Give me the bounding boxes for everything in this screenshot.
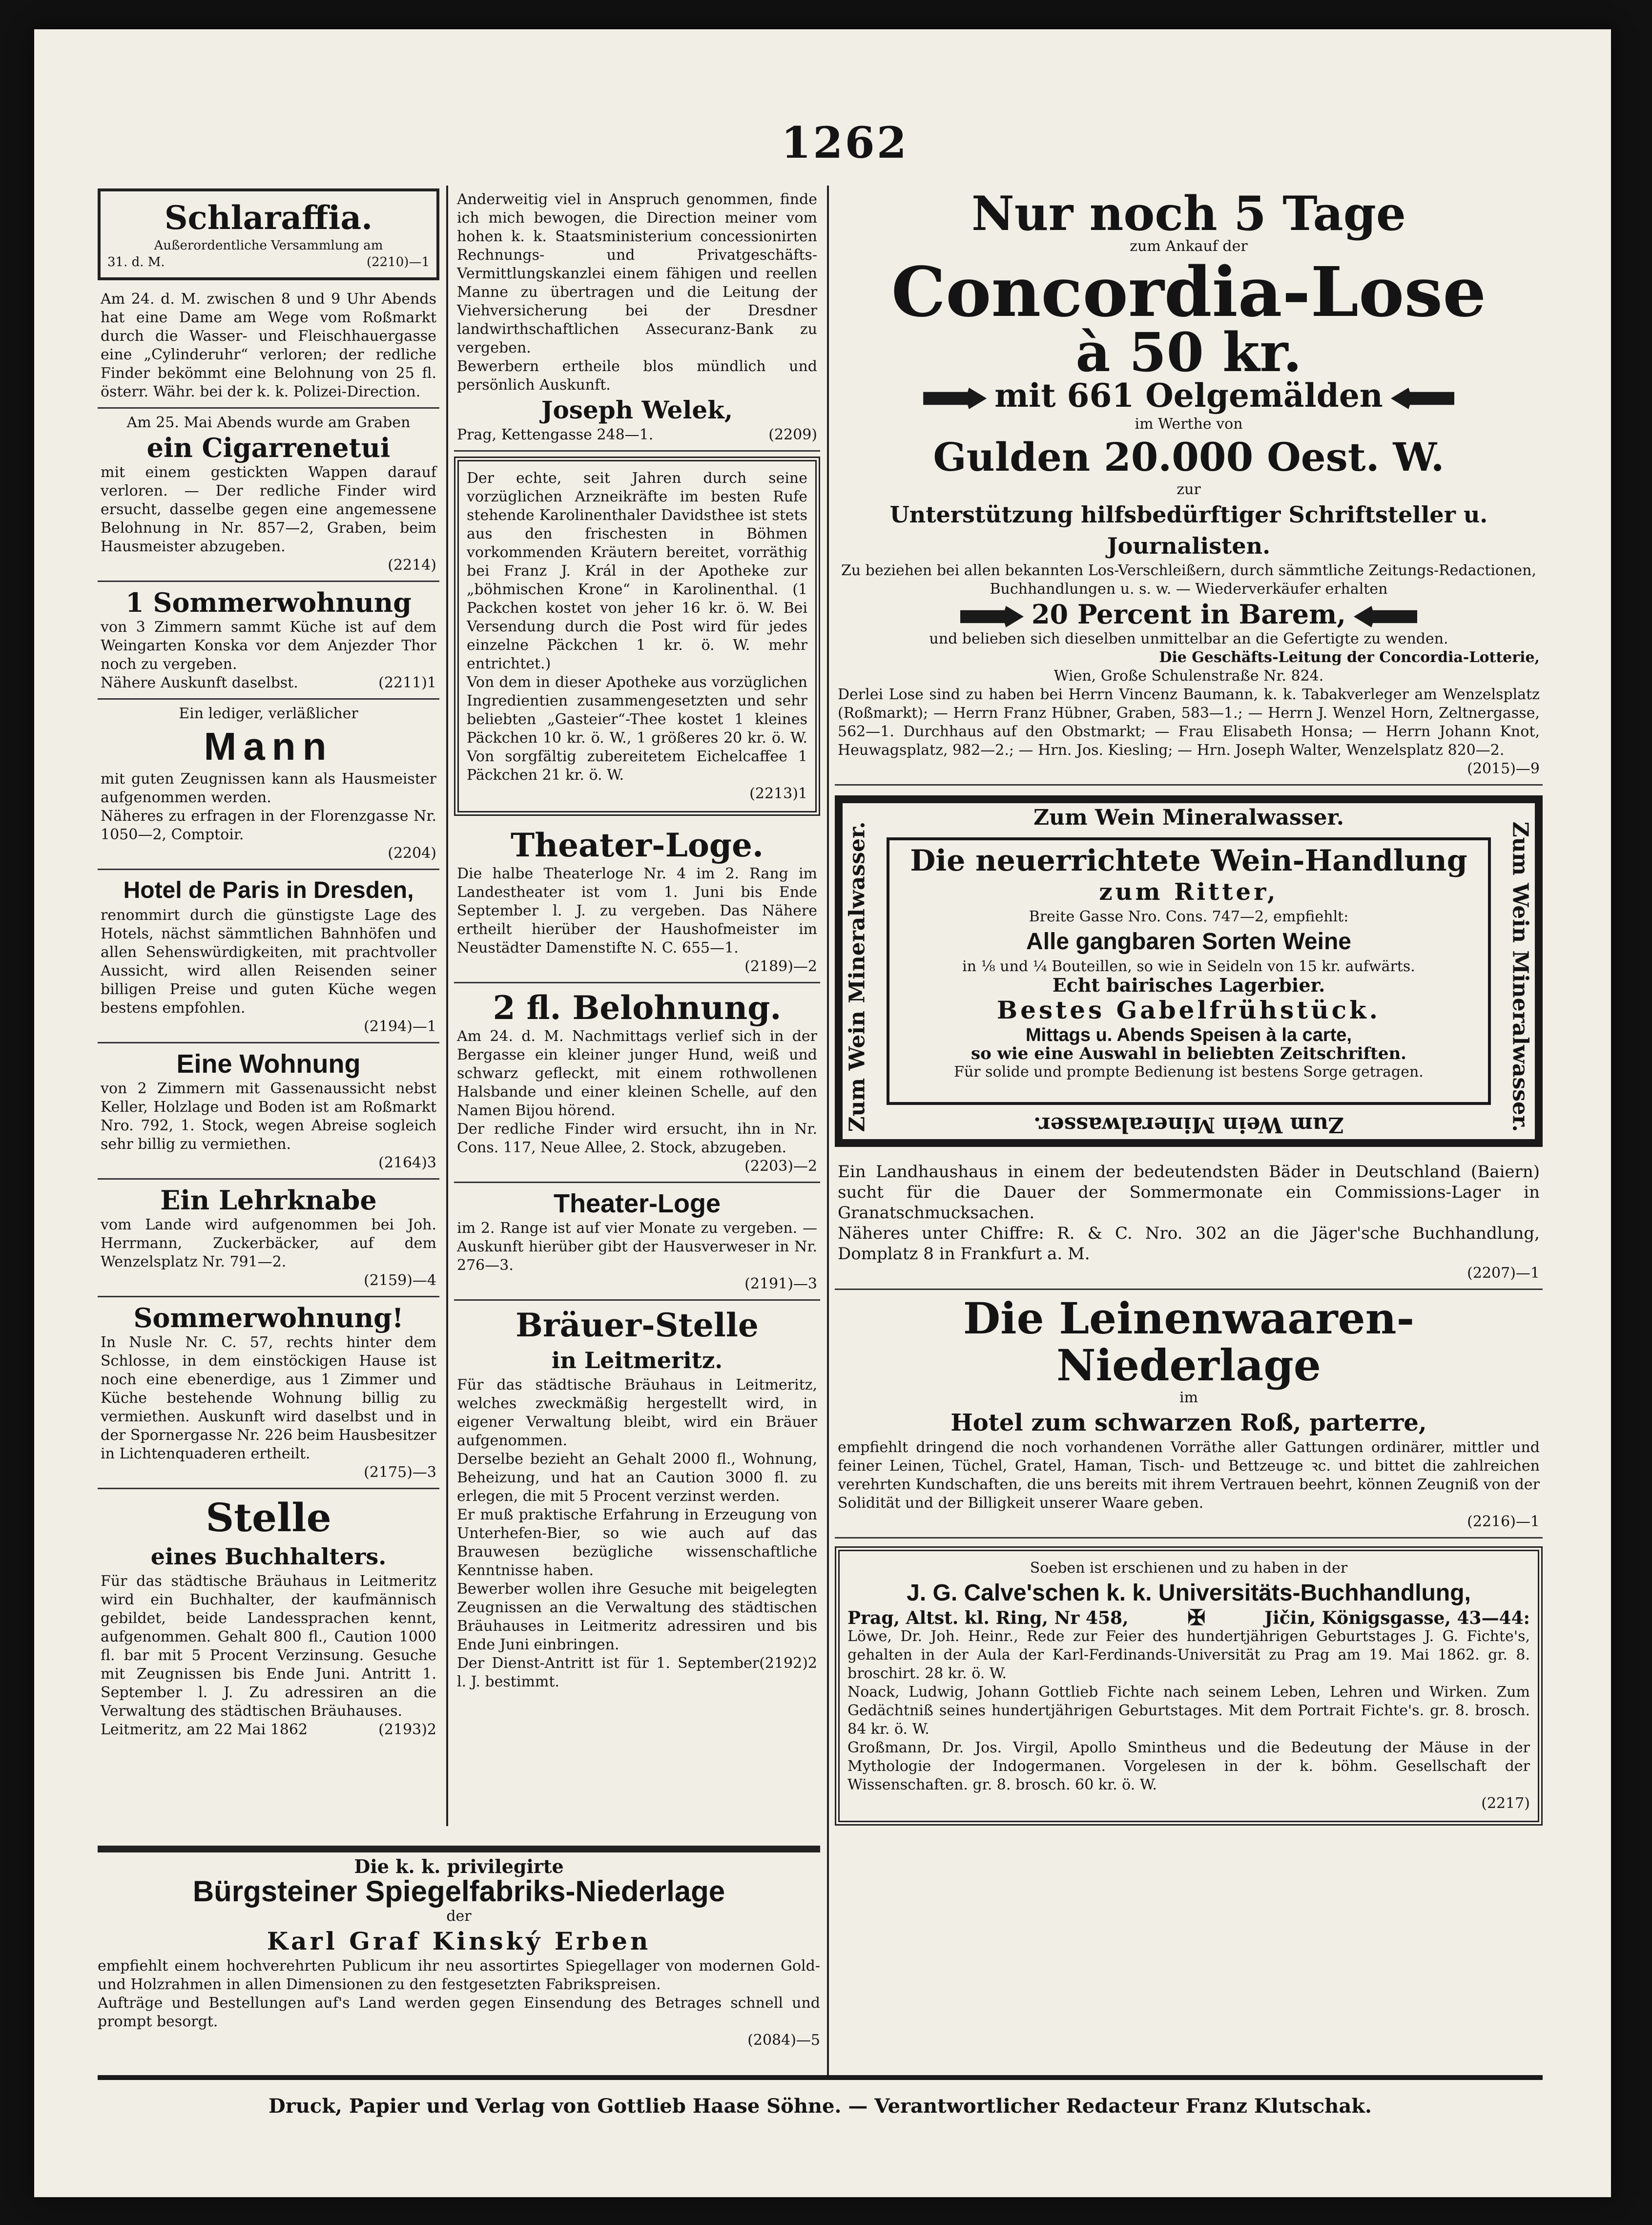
ad-subtitle: eines Buchhalters. — [150, 1543, 387, 1570]
ad-sub: zum Ritter, — [1099, 878, 1279, 906]
ad-line-9: Unterstützung hilfsbedürftiger Schriftsteller u. Journalisten. — [889, 501, 1488, 559]
ad-sommerwohnung — [98, 582, 439, 700]
ad-line-8: zur — [1177, 481, 1201, 498]
ad-code: (2192)2 — [759, 1655, 817, 1672]
ad-text: Außerordentliche Versammlung am — [154, 238, 383, 253]
ad-text: Für das städtische Bräuhaus in Leitmeritz wird ein Buchhalter, der kaufmännisch gebildet, beide Landessprachen kennt, aufgenommen. Gehalt 800 fl., Caution 1000 fl. bar mit 5 Procent Verzinsung. Gesuche mit Zeugnissen bis Ende Juni. Antritt 1. September l. J. Zu adressiren an die Verwaltung des städtischen Bräuhauses. — [101, 1573, 436, 1720]
ad-date: 31. d. M. — [107, 255, 165, 270]
ad-line-4: à 50 kr. — [1075, 321, 1302, 384]
ad-line-4: Bestes Gabelfrühstück. — [996, 996, 1381, 1024]
ad-mann — [98, 700, 439, 870]
ad-addr: Breite Gasse Nro. Cons. 747—2, empfiehlt: — [1029, 908, 1349, 925]
ad-title: Die neuerrichtete Wein-Handlung — [910, 844, 1467, 878]
ad-text: von 2 Zimmern mit Gassenaussicht nebst Keller, Holzlage und Boden ist am Roßmarkt Nro. 792, 1. Stock, wegen Abreise sogleich sehr billig zu vermiethen. — [101, 1080, 436, 1153]
ad-lead: Am 25. Mai Abends wurde am Graben — [126, 414, 411, 431]
ad-text: Ein Landhaushaus in einem der bedeutendsten Bäder in Deutschland (Baiern) sucht für die Dauer der Sommermonate ein Commissions-Lager in Granatschmucksachen. — [838, 1162, 1540, 1223]
column-1 — [98, 186, 439, 1745]
ad-text-2: Derselbe bezieht an Gehalt 2000 fl., Wohnung, Beheizung, und hat an Caution 3000 fl. zu erlegen, die mit 5 Procent verzinst werden. — [457, 1451, 817, 1505]
imprint: Druck, Papier und Verlag von Gottlieb Haase Söhne. — Verantwortlicher Redacteur Franz Klutschak. — [268, 2095, 1372, 2118]
ad-braeuer-stelle — [454, 1301, 820, 1697]
ad-code: (2191)—3 — [744, 1275, 817, 1292]
ad-hotel: Hotel zum schwarzen Roß, parterre, — [950, 1409, 1427, 1436]
ad-line-3: Echt bairisches Lagerbier. — [1052, 974, 1325, 996]
ad-title: Ein Lehrknabe — [160, 1185, 377, 1216]
ad-lehrknabe — [98, 1180, 439, 1297]
ad-code: (2211)1 — [378, 674, 436, 691]
pointing-hand-icon — [1391, 388, 1454, 409]
ad-uhr — [98, 285, 439, 409]
ad-code: (2216)—1 — [1467, 1513, 1540, 1530]
pointing-hand-icon — [1354, 606, 1417, 627]
ad-code: (2159)—4 — [364, 1272, 436, 1289]
ad-stelle-buchhalter — [98, 1489, 439, 1745]
ad-sommerwohnung-nusle — [98, 1297, 439, 1489]
ad-text: mit guten Zeugnissen kann als Hausmeister aufgenommen werden. — [101, 770, 436, 806]
ad-addr-2: Jičin, Königsgasse, 43—44: — [1264, 1608, 1530, 1628]
ad-line-7: Gulden 20.000 Oest. W. — [933, 434, 1445, 480]
ad-code: (2194)—1 — [364, 1018, 436, 1035]
ad-title: 2 fl. Belohnung. — [493, 989, 782, 1027]
column-3 — [835, 186, 1543, 1826]
ad-foot: Nähere Auskunft daselbst. — [101, 674, 298, 691]
ad-line-2: zum Ankauf der — [1130, 238, 1248, 255]
ad-text: In Nusle Nr. C. 57, rechts hinter dem Schlosse, in dem einstöckigen Hause ist noch eine ebenerdige, aus 1 Zimmer und Küche bestehende Wohnung billig zu vermiethen. Auskunft wird daselbst und in der Spornergasse Nr. 226 beim Hausbesitzer in Lichtenquaderen ertheilt. — [101, 1334, 436, 1462]
ad-text: Der echte, seit Jahren durch seine vorzüglichen Arzneikräfte im besten Rufe stehende Karolinenthaler Davidsthee ist stets aus den frischesten in Böhmen vorkommenden Kräutern bereitet, vorräthig bei Franz J. Král in der Apotheke zur „böhmischen Krone“ in Karolinenthal. (1 Packchen kostet von jeher 16 kr. ö. W. Bei Versendung durch die Post wird für jedes einzelne Päckchen 1 kr. ö. W. mehr entrichtet.) — [467, 470, 807, 672]
ad-der: der — [446, 1908, 472, 1925]
ad-theater-loge-2 — [454, 1183, 820, 1301]
ad-title: Mann — [204, 725, 333, 768]
ad-subtitle: in Leitmeritz. — [551, 1347, 723, 1373]
ad-title: Schlaraffia. — [164, 199, 373, 237]
ad-lead: Die k. k. privilegirte — [354, 1855, 564, 1877]
ad-text: Anderweitig viel in Anspruch genommen, finde ich mich bewogen, die Direction meiner vom hohen k. k. Staatsministerium concessionirten Rechnungs- und Privatgeschäfts-Vermittlungskanzlei einem fähigen und reellen Manne zu übertragen und die Leitung der Viehversicherung bei der Dresdner landwirthschaftlichen Assecuranz-Bank zu vergeben. — [457, 191, 817, 356]
ad-title: Eine Wohnung — [176, 1049, 361, 1079]
ad-code: (2214) — [388, 557, 436, 574]
ad-lead: Soeben ist erschienen und zu haben in der — [1030, 1560, 1348, 1577]
ad-code: (2164)3 — [378, 1154, 436, 1171]
ad-code: (2203)—2 — [744, 1158, 817, 1175]
ad-code: (2189)—2 — [744, 958, 817, 975]
ad-code: (2213)1 — [749, 785, 807, 802]
ad-line-6: im Werthe von — [1135, 416, 1243, 433]
ad-text: von 3 Zimmern sammt Küche ist auf dem Weingarten Konska vor dem Anjezder Thor noch zu vergeben. — [101, 619, 436, 673]
ad-hotel-de-paris — [98, 870, 439, 1043]
ad-concordia-lose — [835, 186, 1543, 786]
ad-name: Joseph Welek, — [541, 395, 733, 424]
ad-code: (2193)2 — [378, 1721, 436, 1738]
ad-wohnung — [98, 1043, 439, 1180]
ad-welek — [454, 186, 820, 452]
ad-title: Hotel de Paris in Dresden, — [123, 877, 414, 903]
ad-title: Bräuer-Stelle — [516, 1306, 759, 1344]
ad-belohnung — [454, 983, 820, 1183]
ad-text-2: Näheres zu erfragen in der Florenzgasse Nr. 1050—2, Comptoir. — [101, 808, 436, 843]
ad-addr: Wien, Große Schulenstraße Nr. 824. — [1053, 667, 1324, 685]
ad-line-1: Alle gangbaren Sorten Weine — [1026, 929, 1351, 955]
ad-title: Bürgsteiner Spiegelfabriks-Niederlage — [192, 1875, 725, 1908]
ad-percent: 20 Percent in Barem, — [1031, 599, 1346, 630]
ad-title: J. G. Calve'schen k. k. Universitäts-Buchhandlung, — [907, 1580, 1471, 1606]
ad-leinenwaaren — [835, 1290, 1543, 1539]
ad-foot: Leitmeritz, am 22 Mai 1862 — [101, 1721, 308, 1738]
ad-title: Theater-Loge. — [510, 826, 764, 864]
ad-line-7: Für solide und prompte Bedienung ist bestens Sorge getragen. — [954, 1063, 1424, 1081]
ad-code: (2175)—3 — [364, 1464, 436, 1481]
ad-code: (2210)—1 — [367, 255, 430, 270]
ad-code: (2015)—9 — [1467, 760, 1540, 777]
ad-sign: Die Geschäfts-Leitung der Concordia-Lotterie, — [1159, 649, 1540, 666]
ad-line-5: mit 661 Oelgemälden — [994, 376, 1383, 415]
ad-line-1: Nur noch 5 Tage — [971, 186, 1406, 241]
ad-cigarrenetui — [98, 409, 439, 582]
ad-text: renommirt durch die günstigste Lage des Hotels, nächst sämmtlichen Bahnhöfen und allen Sehenswürdigkeiten, mit prachtvoller Aussicht, wird allen Reisenden seiner billigen Preise und guten Küche wegen bestens empfohlen. — [101, 907, 436, 1017]
ad-text-2: Der redliche Finder wird ersucht, ihn in Nr. Cons. 117, Neue Allee, 2. Stock, abzugeben. — [457, 1121, 817, 1156]
ad-text: mit einem gestickten Wappen darauf verloren. — Der redliche Finder wird ersucht, dasselbe gegen eine angemessene Belohnung in Nr. 857—2, Graben, beim Hausmeister abzugeben. — [101, 464, 436, 555]
ad-text-2: Von dem in dieser Apotheke aus vorzüglichen Ingredientien zusammengesetzten und sehr beliebten „Gasteier“-Thee kostet 1 kleines Päckchen 10 kr. ö. W., 1 größeres 20 kr. ö. W. Von sorgfältig zubereitetem Eichelcaffee 1 Päckchen 21 kr. ö. W. — [467, 674, 807, 784]
ad-theater-loge — [454, 821, 820, 983]
ad-firm: Karl Graf Kinský Erben — [267, 1927, 651, 1955]
column-rule — [827, 186, 829, 2080]
column-2 — [454, 186, 820, 1697]
ad-text-2: Näheres unter Chiffre: R. & C. Nro. 302 an die Jäger'sche Buchhandlung, Domplatz 8 in Frankfurt a. M. — [838, 1224, 1540, 1264]
pointing-hand-icon — [923, 388, 987, 409]
ad-book-2: Noack, Ludwig, Johann Gottlieb Fichte nach seinem Leben, Lehren und Wirken. Zum Gedächtniß seines hundertjährigen Geburtstages. Mit dem Portrait Fichte's. gr. 8. brosch. 84 kr. ö. W. — [847, 1684, 1530, 1738]
ad-landhaus — [835, 1157, 1543, 1290]
ad-title: Stelle — [206, 1495, 331, 1540]
ad-code: (2084)—5 — [747, 2032, 820, 2049]
ad-lead: Ein lediger, verläßlicher — [179, 705, 358, 722]
ad-addr-1: Prag, Altst. kl. Ring, Nr 458, — [847, 1608, 1129, 1628]
ad-text: empfiehlt dringend die noch vorhandenen Vorräthe aller Gattungen ordinärer, mittler und feiner Leinen, Tüchel, Gratel, Haman, Tisch- und Bettzeuge ꝛc. und bittet die zahlreichen verehrten Kundschaften, die uns bereits mit ihrem Vertrauen beehrt, können Zeugniß von der Solidität und der Billigkeit unserer Waare geben. — [838, 1439, 1540, 1512]
ad-text: empfiehlt einem hochverehrten Publicum ihr neu assortirtes Spiegellager von modernen Gold- und Holzrahmen in allen Dimensionen zu den festgesetzten Fabrikspreisen. — [98, 1957, 820, 1993]
ad-code: (2209) — [768, 426, 817, 443]
border-text-bottom: Zum Wein Mineralwasser. — [1033, 1112, 1344, 1137]
ad-im: im — [1179, 1389, 1198, 1406]
eagle-icon: ✠ — [1187, 1605, 1206, 1630]
ad-text: Am 24. d. M. Nachmittags verlief sich in der Bergasse ein kleiner junger Hund, weiß und schwarz gefleckt, mit einem rothwollenen Halsbande und einer kleinen Schelle, auf den Namen Bijou hörend. — [457, 1028, 817, 1119]
ad-text: Zu beziehen bei allen bekannten Los-Verschleißern, durch sämmtliche Zeitungs-Redactionen, Buchhandlungen u. s. w. — Wiederverkäufer erhalten — [841, 562, 1537, 598]
ad-davidsthee — [454, 457, 820, 816]
ad-text-2: Bewerbern ertheile blos mündlich und persönlich Auskunft. — [457, 358, 817, 394]
divider — [98, 1846, 820, 1852]
ad-text-4: Bewerber wollen ihre Gesuche mit beigelegten Zeugnissen an die Verwaltung des städtischen Bräuhauses in Leitmeritz adressiren und bis Ende Juni einbringen. — [457, 1580, 817, 1653]
border-text-right: Zum Wein Mineralwasser. — [1507, 821, 1533, 1132]
ad-line-2: in ⅛ und ¼ Bouteillen, so wie in Seideln von 15 kr. aufwärts. — [962, 958, 1415, 975]
ad-code: (2217) — [1481, 1795, 1530, 1812]
ad-title: Theater-Loge — [553, 1189, 721, 1218]
ad-text-3: Er muß praktische Erfahrung in Erzeugung von Unterhefen-Bier, so wie auch auf das Brauwesen bezügliche wissenschaftliche Kenntnisse haben. — [457, 1506, 817, 1579]
column-rule — [446, 186, 448, 1826]
ad-wein-handlung — [835, 795, 1543, 1147]
ad-book-1: Löwe, Dr. Joh. Heinr., Rede zur Feier des hundertjährigen Geburtstages J. G. Fichte's, gehalten in der Aula der Karl-Ferdinands-Universität zu Prag am 19. Mai 1862. gr. 8. broschirt. 28 kr. ö. W. — [847, 1628, 1530, 1682]
ad-line-6: so wie eine Auswahl in beliebten Zeitschriften. — [971, 1044, 1407, 1063]
ad-title: Die Leinenwaaren-Niederlage — [963, 1293, 1415, 1391]
ad-text: vom Lande wird aufgenommen bei Joh. Herrmann, Zuckerbäcker, auf dem Wenzelsplatz Nr. 791—2. — [101, 1216, 436, 1270]
ad-code: (2207)—1 — [1467, 1265, 1540, 1282]
ad-book-3: Großmann, Dr. Jos. Virgil, Apollo Smintheus und die Bedeutung der Mäuse in der Mythologie der Indogermanen. Vorgelesen in der k. böhm. Gesellschaft der Wissenschaften. gr. 8. brosch. 60 kr. ö. W. — [847, 1739, 1530, 1793]
ad-text-2: Aufträge und Bestellungen auf's Land werden gegen Einsendung des Betrages schnell und prompt besorgt. — [98, 1995, 820, 2030]
ad-addr: Prag, Kettengasse 248—1. — [457, 426, 654, 443]
ad-title: 1 Sommerwohnung — [125, 587, 412, 618]
ad-title: Sommerwohnung! — [133, 1302, 404, 1333]
ad-line-3: Concordia-Lose — [891, 252, 1487, 333]
ad-text-3: Derlei Lose sind zu haben bei Herrn Vincenz Baumann, k. k. Tabakverleger am Wenzelsplatz (Roßmarkt); — Herrn Franz Hübner, Graben, 583—1.; — Herrn J. Wenzel Horn, Zeltnergasse, 562—1. Durchhaus auf den Obstmarkt; — Frau Elisabeth Honsa; — Herrn Johann Knot, Heuwagsplatz, 982—2.; — Hrn. Jos. Kiesling; — Hrn. Joseph Walter, Wenzelsplatz 820—2. — [838, 686, 1540, 759]
ad-calve-buchhandlung — [835, 1546, 1543, 1826]
ad-text: Die halbe Theaterloge Nr. 4 im 2. Rang im Landestheater ist vom 1. Juni bis Ende September l. J. zu vergeben. Das Nähere ertheilt hierüber der Haushofmeister im Neustädter Damenstifte N. C. 655—1. — [457, 865, 817, 957]
pointing-hand-icon — [960, 606, 1024, 627]
footer-rule — [98, 2075, 1543, 2080]
ad-spiegelfabrik — [98, 1841, 820, 2050]
ad-text: im 2. Range ist auf vier Monate zu vergeben. — Auskunft hierüber gibt der Hausverweser in Nr. 276—3. — [457, 1220, 817, 1274]
border-text-left: Zum Wein Mineralwasser. — [845, 821, 870, 1132]
ad-text-5: Der Dienst-Antritt ist für 1. September l. J. bestimmt. — [457, 1655, 760, 1690]
ad-code: (2204) — [388, 845, 436, 862]
ad-text: Für das städtische Bräuhaus in Leitmeritz, welches zweckmäßig hergestellt wird, in eigener Verwaltung bleibt, wird ein Bräuer aufgenommen. — [457, 1376, 817, 1449]
page-number: 1262 — [781, 117, 909, 168]
ad-text: Am 24. d. M. zwischen 8 und 9 Uhr Abends hat eine Dame am Wege vom Roßmarkt durch die Wasser- und Fleischhauergasse eine „Cylinderuhr“ verloren; der redliche Finder bekömmt eine Belohnung von 25 fl. österr. Währ. bei der k. k. Polizei-Direction. — [101, 291, 436, 400]
ad-text-2: und belieben sich dieselben unmittelbar an die Gefertigte zu wenden. — [929, 630, 1448, 647]
ad-line-5: Mittags u. Abends Speisen à la carte, — [1025, 1025, 1352, 1045]
ad-schlaraffia — [98, 188, 439, 280]
border-text-top: Zum Wein Mineralwasser. — [1033, 805, 1344, 830]
ad-title: ein Cigarrenetui — [146, 432, 391, 463]
